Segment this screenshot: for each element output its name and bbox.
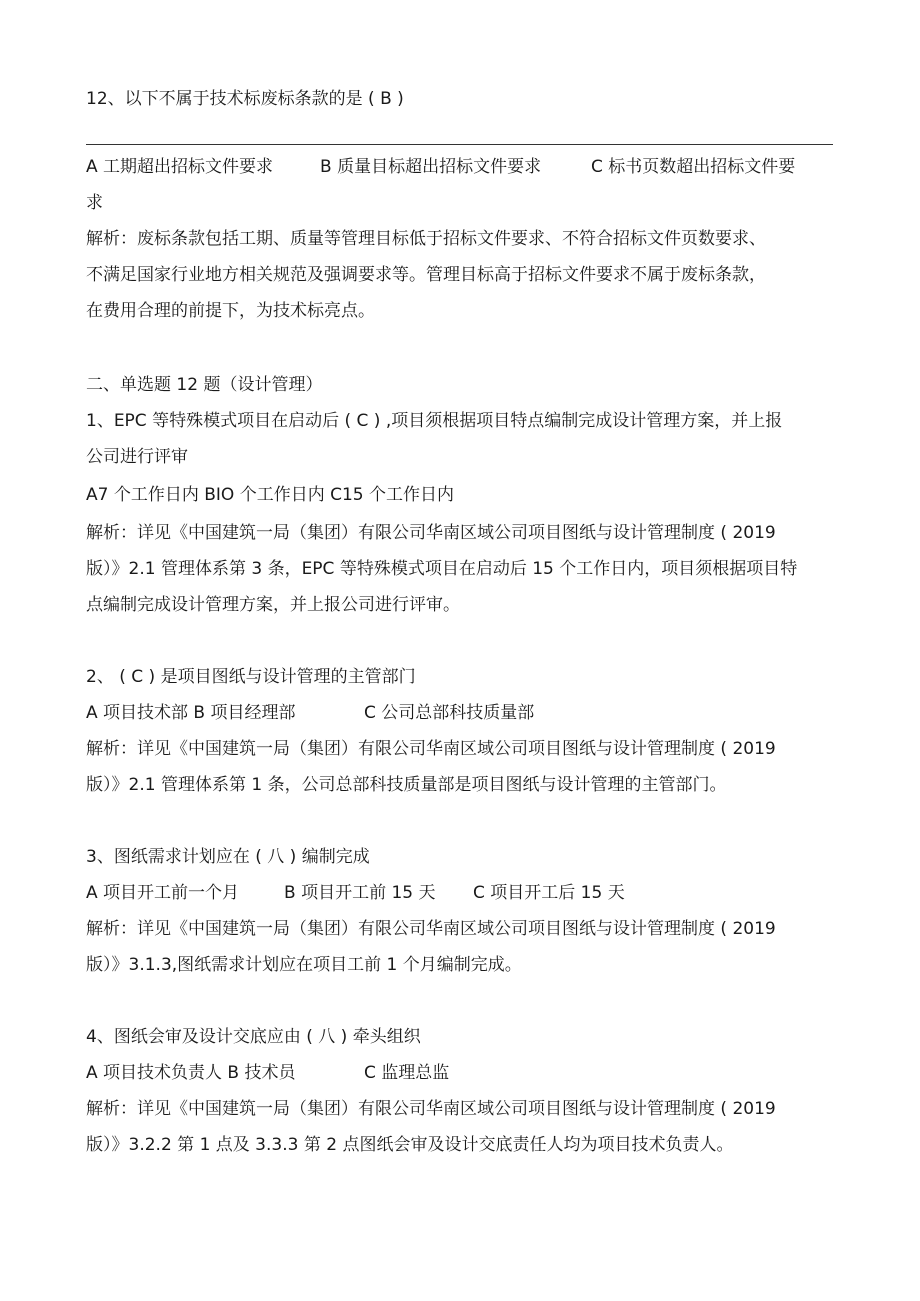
q3-option-b: B 项目开工前 15 天 [284, 883, 436, 903]
q3-option-c: C 项目开工后 15 天 [473, 883, 625, 903]
q12-option-c-continued: 求 [86, 193, 103, 213]
q12-options-row [86, 156, 833, 178]
q1-analysis-line-1: 解析：详见《中国建筑一局（集团）有限公司华南区域公司项目图纸与设计管理制度 ( 2019 [86, 523, 776, 543]
q1-question-line-1: 1、EPC 等特殊模式项目在启动后 ( C ) ,项目须根据项目特点编制完成设计管理方案，并上报 [86, 411, 783, 431]
q1-analysis-line-3: 点编制完成设计管理方案，并上报公司进行评审。 [86, 595, 460, 615]
q1-question-line-2: 公司进行评审 [86, 447, 188, 467]
q2-option-c: C 公司总部科技质量部 [364, 703, 535, 723]
q4-option-ab: A 项目技术负责人 B 技术员 [86, 1063, 296, 1083]
q1-options: A7 个工作日内 BIO 个工作日内 C15 个工作日内 [86, 485, 455, 505]
q4-option-c: C 监理总监 [364, 1063, 450, 1083]
q4-question: 4、图纸会审及设计交底应由 ( 八 ) 牵头组织 [86, 1027, 421, 1047]
q12-analysis-line-3: 在费用合理的前提下，为技术标亮点。 [86, 301, 375, 321]
q12-analysis-line-1: 解析：废标条款包括工期、质量等管理目标低于招标文件要求、不符合招标文件页数要求、 [86, 229, 766, 249]
section-heading: 二、单选题 12 题（设计管理） [86, 375, 323, 395]
q4-options-row [86, 1062, 833, 1084]
q3-analysis-line-1: 解析：详见《中国建筑一局（集团）有限公司华南区域公司项目图纸与设计管理制度 ( 2019 [86, 919, 776, 939]
q12-option-c: C 标书页数超出招标文件要 [591, 157, 796, 177]
q2-analysis-line-2: 版）》2.1 管理体系第 1 条，公司总部科技质量部是项目图纸与设计管理的主管部门。 [86, 775, 727, 795]
q12-question: 12、以下不属于技术标废标条款的是 ( B ) [86, 89, 404, 109]
q3-question: 3、图纸需求计划应在 ( 八 ) 编制完成 [86, 847, 370, 867]
q1-analysis-line-2: 版）》2.1 管理体系第 3 条，EPC 等特殊模式项目在启动后 15 个工作日内，项目须根据项目特 [86, 559, 798, 579]
horizontal-divider [86, 144, 833, 145]
q12-analysis-line-2: 不满足国家行业地方相关规范及强调要求等。管理目标高于招标文件要求不属于废标条款， [86, 265, 766, 285]
q12-option-a: A 工期超出招标文件要求 [86, 157, 274, 177]
q4-analysis-line-2: 版）》3.2.2 第 1 点及 3.3.3 第 2 点图纸会审及设计交底责任人均为项目技术负责人。 [86, 1135, 734, 1155]
q2-analysis-line-1: 解析：详见《中国建筑一局（集团）有限公司华南区域公司项目图纸与设计管理制度 ( 2019 [86, 739, 776, 759]
q3-option-a: A 项目开工前一个月 [86, 883, 240, 903]
q4-analysis-line-1: 解析：详见《中国建筑一局（集团）有限公司华南区域公司项目图纸与设计管理制度 ( 2019 [86, 1099, 776, 1119]
q2-options-row [86, 702, 833, 724]
q2-question: 2、 ( C ) 是项目图纸与设计管理的主管部门 [86, 667, 416, 687]
q3-analysis-line-2: 版）》3.1.3,图纸需求计划应在项目工前 1 个月编制完成。 [86, 955, 522, 975]
q12-option-b: B 质量目标超出招标文件要求 [320, 157, 542, 177]
q2-option-ab: A 项目技术部 B 项目经理部 [86, 703, 296, 723]
q3-options-row [86, 882, 833, 904]
